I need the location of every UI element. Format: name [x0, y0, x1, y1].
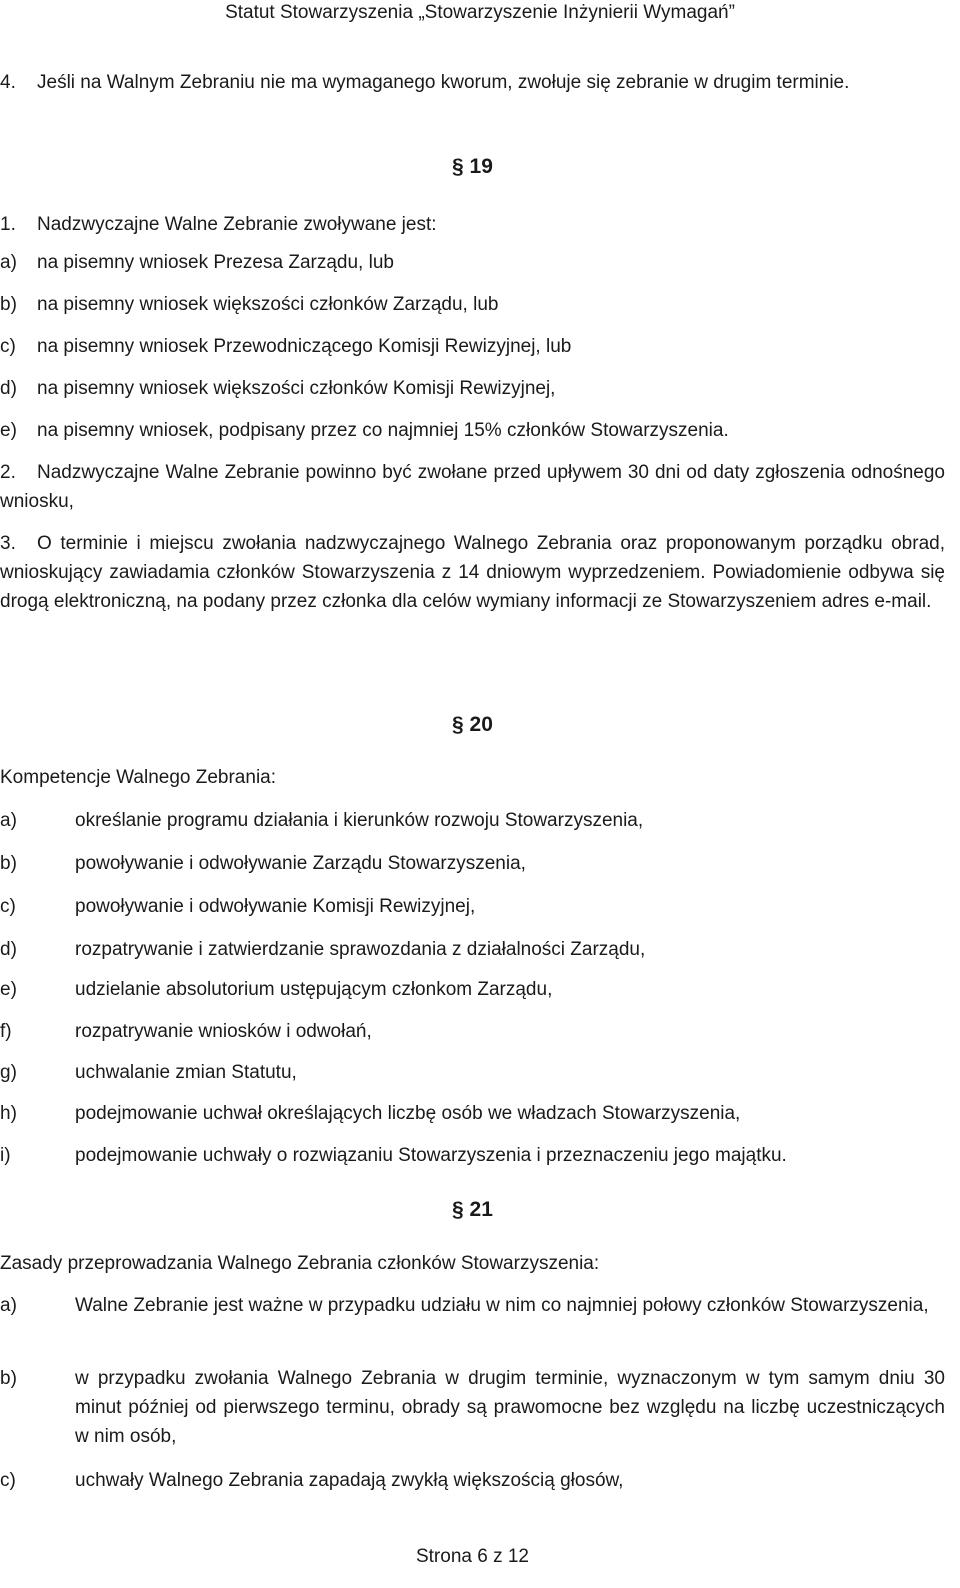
- list-marker: a): [0, 252, 17, 273]
- list-item: [0, 892, 945, 921]
- paragraph-text: Nadzwyczajne Walne Zebranie zwoływane jest:: [37, 214, 437, 235]
- list-marker: g): [0, 1062, 17, 1083]
- list-item: [0, 248, 945, 277]
- list-marker: c): [0, 336, 16, 357]
- paragraph-4: [0, 68, 945, 97]
- list-item-text: powoływanie i odwoływanie Zarządu Stowarzyszenia,: [75, 853, 526, 874]
- paragraph-number: 2.: [0, 462, 16, 483]
- list-item-text: udzielanie absolutorium ustępującym członkom Zarządu,: [75, 979, 553, 1000]
- list-marker: b): [0, 1368, 17, 1389]
- list-item-text: określanie programu działania i kierunków rozwoju Stowarzyszenia,: [75, 810, 644, 831]
- list-marker: c): [0, 896, 16, 917]
- list-marker: b): [0, 853, 17, 874]
- list-marker: e): [0, 420, 17, 441]
- list-marker: i): [0, 1145, 11, 1166]
- list-item-text: podejmowanie uchwały o rozwiązaniu Stowarzyszenia i przeznaczeniu jego majątku.: [75, 1145, 787, 1166]
- list-item: [0, 1141, 945, 1170]
- list-marker: a): [0, 1295, 17, 1316]
- list-marker: d): [0, 378, 17, 399]
- section-intro: Zasady przeprowadzania Walnego Zebrania członków Stowarzyszenia:: [0, 1253, 600, 1274]
- section-intro: Kompetencje Walnego Zebrania:: [0, 767, 277, 788]
- list-item-text: Walne Zebranie jest ważne w przypadku udziału w nim co najmniej połowy członków Stowarzyszenia,: [75, 1295, 929, 1316]
- paragraph-1: [0, 210, 945, 239]
- list-marker: a): [0, 810, 17, 831]
- list-item: [0, 1466, 945, 1495]
- list-item: [0, 935, 945, 964]
- list-item: [0, 806, 945, 835]
- list-item: [0, 416, 945, 445]
- list-item: [0, 975, 945, 1004]
- list-item: [0, 1364, 945, 1451]
- list-item-text: powoływanie i odwoływanie Komisji Rewizyjnej,: [75, 896, 476, 917]
- list-item: [0, 290, 945, 319]
- paragraph-number: 3.: [0, 533, 16, 554]
- list-item-text: rozpatrywanie wniosków i odwołań,: [75, 1021, 372, 1042]
- list-item-text: uchwalanie zmian Statutu,: [75, 1062, 297, 1083]
- paragraph-text: Jeśli na Walnym Zebraniu nie ma wymaganego kworum, zwołuje się zebranie w drugim terminie.: [37, 72, 850, 93]
- section-heading-21: § 21: [452, 1198, 493, 1221]
- list-item-text: na pisemny wniosek większości członków Komisji Rewizyjnej,: [37, 378, 556, 399]
- list-marker: h): [0, 1103, 17, 1124]
- list-marker: e): [0, 979, 17, 1000]
- paragraph-number: 4.: [0, 72, 16, 93]
- paragraph-number: 1.: [0, 214, 16, 235]
- list-marker: b): [0, 294, 17, 315]
- list-item: [0, 849, 945, 878]
- page-header: Statut Stowarzyszenia „Stowarzyszenie Inżynierii Wymagań”: [225, 2, 735, 23]
- list-item: [0, 332, 945, 361]
- list-item-text: uchwały Walnego Zebrania zapadają zwykłą większością głosów,: [75, 1470, 624, 1491]
- list-item-text: rozpatrywanie i zatwierdzanie sprawozdania z działalności Zarządu,: [75, 939, 646, 960]
- list-item: [0, 1058, 945, 1087]
- list-item: [0, 1291, 945, 1320]
- list-item-text: w przypadku zwołania Walnego Zebrania w drugim terminie, wyznaczonym w tym samym dniu 30 minut później od pierwszego terminu, obrady są prawomocne bez względu na liczbę uczestniczących w nim osób,: [75, 1368, 945, 1447]
- list-item-text: podejmowanie uchwał określających liczbę osób we władzach Stowarzyszenia,: [75, 1103, 741, 1124]
- paragraph-text: O terminie i miejscu zwołania nadzwyczajnego Walnego Zebrania oraz proponowanym porządku obrad, wnioskujący zawiadamia członków Stowarzyszenia z 14 dniowym wyprzedzeniem. Powiadomienie odbywa się drogą elektroniczną, na podany przez członka dla celów wymiany informacji ze Stowarzyszeniem adres e-mail.: [0, 533, 945, 612]
- list-item-text: na pisemny wniosek Prezesa Zarządu, lub: [37, 252, 394, 273]
- page-footer: Strona 6 z 12: [415, 1546, 530, 1567]
- list-item: [0, 1099, 945, 1128]
- list-item-text: na pisemny wniosek Przewodniczącego Komisji Rewizyjnej, lub: [37, 336, 572, 357]
- section-heading-19: § 19: [452, 155, 493, 178]
- list-item-text: na pisemny wniosek większości członków Zarządu, lub: [37, 294, 499, 315]
- list-item: [0, 374, 945, 403]
- list-marker: c): [0, 1470, 16, 1491]
- paragraph-text: Nadzwyczajne Walne Zebranie powinno być zwołane przed upływem 30 dni od daty zgłoszenia odnośnego wniosku,: [0, 462, 945, 512]
- section-heading-20: § 20: [452, 713, 493, 736]
- list-marker: f): [0, 1021, 12, 1042]
- list-item-text: na pisemny wniosek, podpisany przez co najmniej 15% członków Stowarzyszenia.: [37, 420, 729, 441]
- paragraph-2: [0, 458, 945, 516]
- list-marker: d): [0, 939, 17, 960]
- paragraph-3: [0, 529, 945, 616]
- list-item: [0, 1017, 945, 1046]
